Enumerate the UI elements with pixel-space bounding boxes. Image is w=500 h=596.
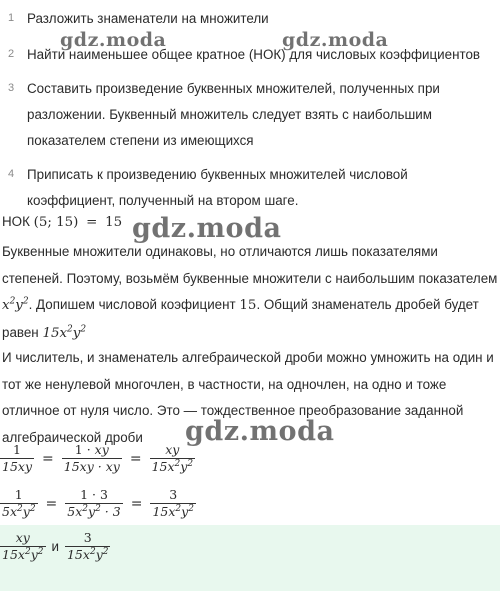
watermark: gdz.moda [60,29,167,51]
fraction: $\frac{1 \cdot 3}{5x^2y^2 \cdot 3}$ [67,487,121,519]
math-x2y2: $x^2y^2$ [2,296,29,313]
fraction: $\frac{3}{15x^2y^2}$ [66,530,109,562]
para1-part2: . Допишем числовой коэфициент [28,297,236,312]
step-number: 2 [8,48,15,60]
fraction: $\frac{1}{15xy}$ [2,442,33,474]
watermark: gdz.moda [132,213,282,244]
equals-sign: = [130,495,143,512]
fraction: $\frac{xy}{15x^2y^2}$ [2,530,44,562]
step-number: 3 [8,82,15,94]
para1-part1: Буквенные множители одинаковы, но отличаются лишь показателями степеней. Поэтому, возьмём буквенные множители с наибольшим показателем [2,244,498,286]
step-number: 4 [8,168,15,180]
watermark: gdz.moda [282,29,389,51]
nok-equals: = [86,215,98,230]
fraction: $\frac{1}{5x^2y^2}$ [2,487,36,519]
equation-1 [0,442,195,475]
nok-label: НОК [2,214,30,229]
step-number: 1 [8,12,15,24]
paragraph-denominator [2,239,498,347]
equals-sign: = [45,495,58,512]
equals-sign: = [129,450,142,467]
step-text: Приписать к произведению буквенных множителей числовой коэффициент, полученный на втором шаге. [27,167,408,208]
coefficient: 15 [239,298,257,313]
step-text: Составить произведение буквенных множителей, полученных при разложении. Буквенный множитель следует взять с наибольшим показателем степени из имеющихся [27,81,440,148]
nok-args: (5; 15) [33,215,79,230]
fraction: $\frac{3}{15x^2y^2}$ [152,487,194,519]
equals-sign: = [42,450,54,467]
watermark: gdz.moda [185,416,335,447]
equation-2 [0,487,196,520]
nok-line [2,214,122,230]
step-text: Разложить знаменатели на множители [27,11,269,26]
fraction: $\frac{1 \cdot xy}{15xy \cdot xy}$ [63,442,120,474]
nok-value: 15 [105,215,123,230]
step-text: Найти наименьшее общее кратное (НОК) для числовых коэффициентов [27,47,481,62]
math-common-denominator: $15x^2y^2$ [42,324,87,341]
result-line [0,530,110,563]
fraction: $\frac{xy}{15x^2y^2}$ [151,442,194,474]
para1-part3: . Общий знаменатель дробей будет равен [2,297,479,340]
result-connector: и [51,539,59,554]
paragraph-transformation: И числитель, и знаменатель алгебраической дроби можно умножить на один и тот же ненулевой многочлен, в частности, на одночлен, на одно и тоже отличное от нуля число. Это — тождественное преобразование заданной алгебраической дроби [2,350,494,445]
